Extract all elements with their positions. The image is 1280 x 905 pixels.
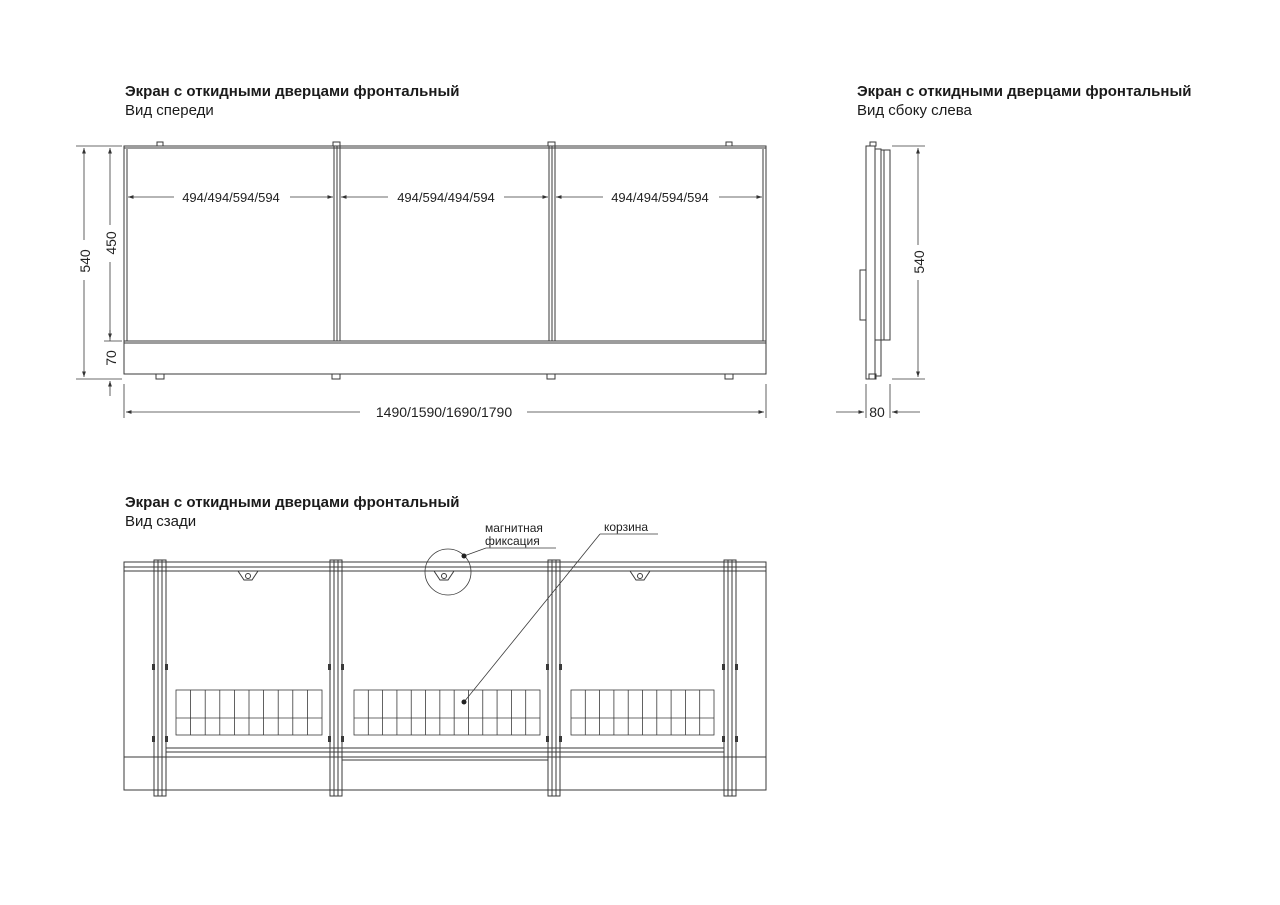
back-view-subtitle: Вид сзади — [125, 513, 197, 530]
top-clip — [726, 142, 732, 146]
back-callouts — [464, 534, 658, 702]
magnet-catch — [238, 571, 650, 580]
dim-side-depth: 80 — [869, 404, 885, 420]
dim-total-height: 540 — [77, 249, 93, 273]
dim-panel-mid: 494/594/494/594 — [397, 190, 495, 205]
front-frame — [124, 146, 766, 374]
top-clip — [157, 142, 163, 146]
callout-magnet-line1: магнитная — [485, 521, 543, 535]
side-view — [860, 142, 890, 379]
dim-side-height: 540 — [911, 250, 927, 274]
front-view — [124, 142, 766, 379]
basket-grid — [176, 690, 714, 735]
dim-panel-left: 494/494/594/594 — [182, 190, 280, 205]
front-view-title: Экран с откидными дверцами фронтальный — [125, 83, 460, 100]
front-feet — [156, 374, 733, 379]
dim-door-height: 450 — [103, 231, 119, 255]
upright-clamps — [152, 664, 738, 742]
basket-callout-dot — [462, 700, 467, 705]
back-view-title: Экран с откидными дверцами фронтальный — [125, 494, 460, 511]
back-view — [124, 549, 766, 796]
side-view-title: Экран с откидными дверцами фронтальный — [857, 83, 1192, 100]
callout-magnet-line2: фиксация — [485, 534, 540, 548]
top-clip — [548, 142, 555, 146]
side-view-subtitle: Вид сбоку слева — [857, 102, 972, 119]
callout-basket: корзина — [604, 520, 649, 534]
front-view-subtitle: Вид спереди — [125, 102, 214, 119]
dim-plinth-height: 70 — [103, 350, 119, 366]
front-dimensions — [76, 146, 766, 418]
dim-panel-right: 494/494/594/594 — [611, 190, 709, 205]
magnet-callout-dot — [462, 554, 467, 559]
dim-width: 1490/1590/1690/1790 — [375, 404, 513, 420]
back-uprights — [154, 560, 736, 796]
top-clip — [333, 142, 340, 146]
